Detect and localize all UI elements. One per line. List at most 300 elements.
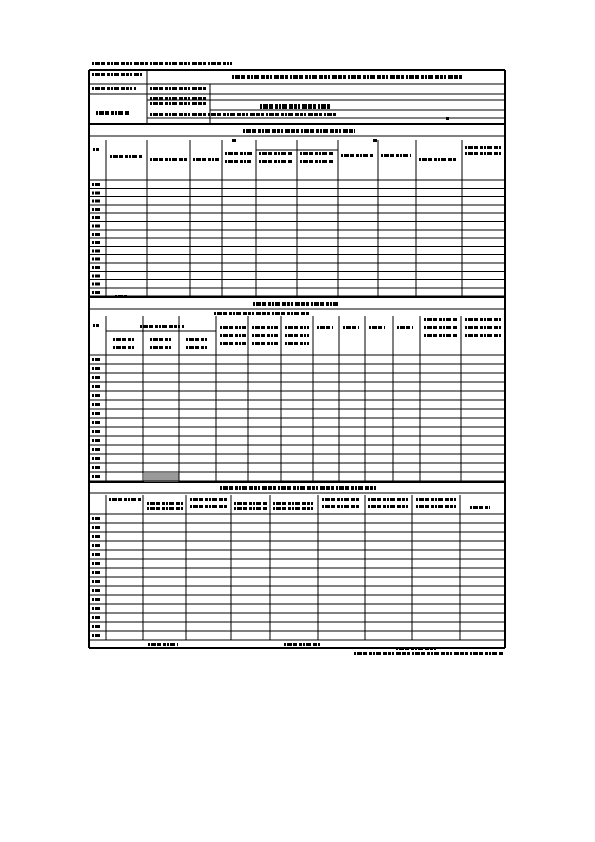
- section-1-title-text: [349, 129, 353, 133]
- section-2-column-header: [271, 334, 273, 337]
- section-1-title-text: [339, 129, 341, 133]
- section-2-column-header: [201, 338, 204, 341]
- header-field-text: [302, 104, 307, 109]
- section-3-title-text: [339, 486, 344, 490]
- section-2-title-text: [287, 302, 290, 306]
- section-3-total-text: [170, 643, 175, 646]
- section-3-column-header: [402, 505, 405, 508]
- section-2-column-header: [439, 318, 442, 321]
- section-2-subtitle-text: [281, 312, 285, 315]
- section-mark: [232, 139, 236, 142]
- section-3-column-header: [237, 507, 242, 510]
- section-3-column-header: [166, 507, 168, 510]
- section-2-column-header: [252, 334, 254, 337]
- section-2-column-header: [406, 326, 410, 329]
- section-2-column-header: [465, 318, 467, 321]
- header-field-text: [184, 102, 187, 105]
- header-field-text: [289, 104, 293, 109]
- section-1-column-header: [247, 160, 251, 163]
- section-2-subtitle-text: [217, 312, 222, 315]
- header-field-text: [314, 113, 318, 116]
- section-1-title-text: [323, 129, 328, 133]
- section-3-column-header: [181, 507, 183, 510]
- section-1-column-header: [468, 152, 473, 155]
- section-3-column-header: [209, 505, 211, 508]
- section-1-column-header: [329, 160, 333, 163]
- section-1-column-header: [422, 158, 427, 161]
- header-field-text: [192, 102, 197, 105]
- section-1-column-header: [234, 160, 238, 163]
- section-3-column-header: [406, 498, 408, 501]
- title-text: [324, 75, 327, 79]
- section-1-column-header: [428, 158, 432, 161]
- section-3-column-header: [118, 498, 122, 501]
- section-2-title-text: [330, 302, 332, 306]
- section-3-column-header: [416, 505, 418, 508]
- section-3-column-header: [438, 505, 443, 508]
- section-3-column-header: [288, 502, 291, 505]
- section-1-column-header: [487, 146, 492, 149]
- header-field-text: [169, 102, 171, 105]
- section-2-row-number: [92, 394, 94, 397]
- section-3-title-text: [220, 486, 222, 490]
- section-3-column-header: [337, 505, 340, 508]
- section-1-title-text: [246, 129, 251, 133]
- section-3-column-header: [302, 507, 306, 510]
- section-2-column-header: [446, 326, 451, 329]
- section-2-column-header: [165, 338, 168, 341]
- section-1-title-text: [335, 129, 338, 133]
- section-1-row-number: [95, 283, 100, 286]
- section-2-column-header: [384, 326, 385, 329]
- section-1-column-header: [225, 152, 227, 155]
- section-1-row-number: [95, 266, 100, 269]
- title-text: [285, 75, 288, 79]
- section-2-row-number: [95, 466, 100, 469]
- section-2-column-header: [165, 346, 168, 349]
- section-1-title-text: [277, 129, 280, 133]
- section-3-row-number: [95, 634, 100, 637]
- section-3-column-header: [224, 498, 227, 501]
- section-3-column-header: [402, 498, 405, 501]
- section-3-column-header: [371, 498, 376, 501]
- header-field-text: [179, 87, 183, 90]
- section-3-total-text: [318, 643, 320, 646]
- section-3-title-text: [370, 486, 373, 490]
- footer-note-text: [357, 652, 362, 655]
- section-3-title-text: [254, 486, 257, 490]
- header-field-text: [327, 113, 332, 116]
- section-3-total-text: [157, 643, 161, 646]
- section-2-subtitle-text: [214, 312, 216, 315]
- section-2-column-header: [150, 338, 152, 341]
- header-field-text: [294, 104, 297, 109]
- header-label-text: [140, 73, 142, 76]
- section-1-column-header: [381, 154, 383, 157]
- section-1-column-header: [244, 152, 246, 155]
- footer-note-text: [454, 652, 459, 655]
- section-1-column-header: [474, 146, 478, 149]
- section-3-column-header: [205, 498, 208, 501]
- section-2-subtitle-text: [252, 312, 254, 315]
- header-field-text: [279, 104, 281, 109]
- section-3-column-header: [176, 502, 180, 505]
- section-2-column-header: [294, 342, 298, 345]
- header-field-text: [269, 113, 274, 116]
- section-3-column-header: [249, 507, 252, 510]
- footer-note-text: [473, 652, 478, 655]
- section-2-title-text: [333, 302, 338, 306]
- section-1-title-text: [262, 129, 264, 133]
- section-2-column-header: [242, 342, 246, 345]
- section-3-total-text: [287, 643, 292, 646]
- section-2-column-header: [300, 334, 303, 337]
- section-1-row-number: [95, 241, 100, 244]
- section-2-column-header: [252, 342, 254, 345]
- header-field-text: [246, 113, 248, 116]
- section-3-title-text: [223, 486, 228, 490]
- section-1-column-header: [278, 152, 280, 155]
- section-2-row-number: [92, 412, 94, 415]
- section-1-column-header: [370, 154, 373, 157]
- section-2-column-header: [223, 342, 228, 345]
- header-field-text: [153, 87, 158, 90]
- section-3-row-number: [92, 544, 94, 547]
- section-3-column-header: [356, 505, 359, 508]
- footer-note-text: [407, 652, 410, 655]
- section-3-column-header: [387, 505, 389, 508]
- header-label-text: [95, 87, 100, 90]
- section-3-column-header: [276, 502, 281, 505]
- section-2-row-number: [92, 367, 94, 370]
- section-1-row-number: [95, 291, 100, 294]
- section-3-column-header: [150, 507, 155, 510]
- section-2-title-text: [262, 302, 266, 306]
- section-3-title-text: [358, 486, 363, 490]
- section-3-column-header: [156, 502, 160, 505]
- title-text: [319, 75, 323, 79]
- section-3-column-header: [169, 502, 174, 505]
- section-1-column-header: [441, 158, 446, 161]
- section-1-column-header: [96, 148, 99, 151]
- section-2-column-header: [229, 342, 233, 345]
- header-field-text: [153, 97, 158, 100]
- section-2-column-header: [159, 325, 161, 328]
- title-text: [370, 75, 375, 79]
- section-2-column-header: [317, 326, 319, 329]
- section-3-column-header: [176, 507, 180, 510]
- section-1-column-header: [215, 158, 219, 161]
- section-2-row-number: [95, 475, 100, 478]
- section-1-column-header: [300, 152, 302, 155]
- section-2-column-header: [271, 342, 273, 345]
- form-code-text: [130, 62, 132, 65]
- header-field-text: [165, 97, 168, 100]
- header-field-text: [188, 87, 190, 90]
- section-2-column-header: [235, 342, 238, 345]
- section-1-row-number: [95, 216, 100, 219]
- header-field-text: [318, 104, 320, 109]
- footer-note-text: [465, 652, 468, 655]
- header-field-text: [184, 97, 187, 100]
- header-field-text: [266, 113, 268, 116]
- title-text: [309, 75, 311, 79]
- section-2-row-number: [95, 394, 100, 397]
- section-3-column-header: [390, 505, 395, 508]
- section-1-row-number: [92, 225, 94, 228]
- form-code-text: [227, 62, 229, 65]
- section-1-row-number: [92, 283, 94, 286]
- section-2-column-header: [186, 338, 188, 341]
- section-2-column-header: [169, 338, 171, 341]
- section-2-title-text: [275, 302, 280, 306]
- section-1-column-header: [225, 160, 227, 163]
- header-label-text: [92, 87, 94, 90]
- section-3-column-header: [138, 498, 141, 501]
- section-3-column-header: [438, 498, 443, 501]
- title-text: [448, 75, 453, 79]
- section-2-column-header: [453, 334, 457, 337]
- header-field-text: [159, 113, 163, 116]
- header-field-text: [184, 87, 187, 90]
- section-2-column-header: [288, 342, 293, 345]
- header-field-text: [169, 113, 171, 116]
- section-3-total-text: [284, 643, 286, 646]
- header-field-text: [179, 113, 183, 116]
- section-3-column-header: [162, 502, 165, 505]
- title-text: [428, 75, 433, 79]
- footer-note-text: [383, 652, 387, 655]
- section-2-column-header: [424, 334, 426, 337]
- section-3-column-header: [325, 505, 330, 508]
- section-3-column-header: [282, 507, 286, 510]
- section-1-column-header: [228, 160, 233, 163]
- section-3-column-header: [253, 502, 255, 505]
- section-2-title-text: [291, 302, 293, 306]
- section-3-column-header: [368, 505, 370, 508]
- section-2-column-header: [307, 342, 309, 345]
- header-field-text: [275, 104, 278, 109]
- section-3-column-header: [445, 498, 449, 501]
- section-2-column-header: [465, 326, 467, 329]
- section-2-column-header: [468, 326, 473, 329]
- section-3-column-header: [377, 505, 381, 508]
- section-3-column-header: [341, 498, 343, 501]
- section-1-title-text: [304, 129, 309, 133]
- section-2-column-header: [239, 334, 241, 337]
- section-1-column-header: [193, 158, 195, 161]
- section-3-title-text: [268, 486, 272, 490]
- section-2-column-header: [113, 346, 115, 349]
- section-3-column-header: [209, 498, 211, 501]
- header-field-text: [256, 113, 260, 116]
- section-2-column-header: [424, 326, 426, 329]
- section-3-row-number: [92, 634, 94, 637]
- section-3-column-header: [256, 502, 261, 505]
- section-3-row-number: [92, 589, 94, 592]
- header-mark: [446, 117, 449, 120]
- section-2-column-header: [294, 334, 298, 337]
- header-field-text: [203, 87, 206, 90]
- footer-note-text: [392, 652, 394, 655]
- section-2-row-number: [92, 421, 94, 424]
- header-field-text: [282, 104, 287, 109]
- section-3-row-number: [92, 580, 94, 583]
- section-3-column-header: [368, 498, 370, 501]
- section-1-row-number: [92, 200, 94, 203]
- section-3-total-text: [177, 643, 178, 646]
- section-2-column-header: [474, 334, 478, 337]
- section-2-column-header: [484, 334, 486, 337]
- section-3-column-header: [307, 507, 310, 510]
- title-text: [247, 75, 250, 79]
- section-2-column-header: [397, 326, 399, 329]
- header-field-text: [227, 113, 229, 116]
- section-1-row-number: [92, 241, 94, 244]
- section-2-subtitle-text: [229, 312, 232, 315]
- section-3-column-header: [234, 502, 236, 505]
- section-2-column-header: [239, 326, 241, 329]
- section-2-column-header: [487, 318, 492, 321]
- section-3-title-text: [316, 486, 318, 490]
- section-1-row-number: [92, 191, 94, 194]
- section-2-column-header: [261, 334, 265, 337]
- section-1-column-header: [274, 160, 277, 163]
- section-1-column-header: [244, 160, 246, 163]
- section-3-column-header: [371, 505, 376, 508]
- section-2-column-header: [443, 318, 445, 321]
- form-code-text: [111, 62, 113, 65]
- header-field-text: [153, 102, 158, 105]
- section-2-column-header: [162, 325, 167, 328]
- section-3-column-header: [356, 498, 359, 501]
- section-3-column-header: [273, 507, 275, 510]
- footer-text: [396, 647, 398, 650]
- section-2-column-header: [271, 326, 273, 329]
- section-2-row-number: [95, 439, 100, 442]
- section-2-subtitle-text: [236, 312, 241, 315]
- section-2-column-header: [499, 326, 501, 329]
- section-2-title-text: [256, 302, 261, 306]
- section-3-column-header: [166, 502, 168, 505]
- section-3-row-number: [92, 517, 94, 520]
- section-3-row-number: [92, 562, 94, 565]
- form-code-text: [165, 62, 168, 65]
- section-2-row-number: [95, 430, 100, 433]
- section-3-column-header: [224, 505, 227, 508]
- section-1-column-header: [234, 152, 238, 155]
- header-field-text: [263, 104, 268, 109]
- section-2-column-header: [480, 326, 483, 329]
- section-3-column-header: [219, 498, 223, 501]
- section-1-column-header: [119, 155, 123, 158]
- section-1-column-header: [315, 160, 318, 163]
- section-2-column-header: [242, 326, 246, 329]
- section-1-column-header: [484, 146, 486, 149]
- footer-note-text: [415, 652, 420, 655]
- header-field-text: [159, 87, 163, 90]
- section-3-column-header: [128, 498, 130, 501]
- section-3-total-text: [167, 643, 169, 646]
- section-1-title-text: [258, 129, 261, 133]
- section-3-title-text: [307, 486, 311, 490]
- section-2-column-header: [205, 346, 207, 349]
- section-2-column-header: [116, 346, 121, 349]
- section-2-column-header: [480, 318, 483, 321]
- section-2-column-header: [288, 326, 293, 329]
- section-3-title-text: [365, 486, 369, 490]
- section-3-column-header: [263, 502, 267, 505]
- section-2-column-header: [159, 338, 163, 341]
- section-3-column-header: [199, 505, 203, 508]
- section-2-title-text: [311, 302, 313, 306]
- section-2-title-text: [326, 302, 329, 306]
- section-1-column-header: [240, 152, 243, 155]
- section-3-row-number: [95, 580, 100, 583]
- section-2-subtitle-text: [248, 312, 251, 315]
- section-3-row-number: [95, 562, 100, 565]
- section-2-column-header: [122, 338, 126, 341]
- title-text: [367, 75, 369, 79]
- section-1-title-text: [265, 129, 270, 133]
- header-field-text: [304, 113, 306, 116]
- title-text: [290, 75, 292, 79]
- section-3-row-number: [95, 517, 100, 520]
- section-2-title-text: [295, 302, 300, 306]
- section-3-title-text: [293, 486, 296, 490]
- section-1-column-header: [309, 152, 313, 155]
- section-3-title-text: [336, 486, 338, 490]
- footer-note-text: [412, 652, 414, 655]
- section-2-column-header: [182, 325, 184, 328]
- section-3-column-header: [124, 498, 127, 501]
- section-3-column-header: [431, 498, 434, 501]
- section-3-column-header: [295, 507, 300, 510]
- section-2-title-text: [314, 302, 319, 306]
- section-3-column-header: [147, 507, 149, 510]
- title-text: [357, 75, 361, 79]
- section-1-row-number: [92, 266, 94, 269]
- footer-note-text: [460, 652, 464, 655]
- section-1-column-header: [487, 152, 492, 155]
- title-text: [440, 75, 443, 79]
- section-2-column-header: [169, 346, 171, 349]
- section-1-column-header: [322, 160, 327, 163]
- header-label-text: [118, 111, 123, 115]
- title-text: [421, 75, 424, 79]
- section-2-row-number: [92, 448, 94, 451]
- section-2-title-text: [306, 302, 309, 306]
- header-label-text: [95, 73, 100, 76]
- title-text: [293, 75, 298, 79]
- title-text: [251, 75, 253, 79]
- section-1-column-header: [356, 154, 359, 157]
- section-2-column-header: [465, 334, 467, 337]
- section-2-subtitle-text: [267, 312, 270, 315]
- section-3-column-header: [243, 507, 247, 510]
- section-3-title-text: [229, 486, 233, 490]
- section-3-row-number: [95, 616, 100, 619]
- form-code-text: [95, 62, 100, 65]
- section-1-column-header: [474, 152, 478, 155]
- section-3-column-header: [150, 502, 155, 505]
- section-2-subtitle-text: [287, 312, 290, 315]
- section-3-total-text: [293, 643, 297, 646]
- section-1-column-header: [468, 146, 473, 149]
- section-1-column-header: [268, 152, 272, 155]
- section-2-column-header: [128, 338, 131, 341]
- section-3-column-header: [431, 505, 434, 508]
